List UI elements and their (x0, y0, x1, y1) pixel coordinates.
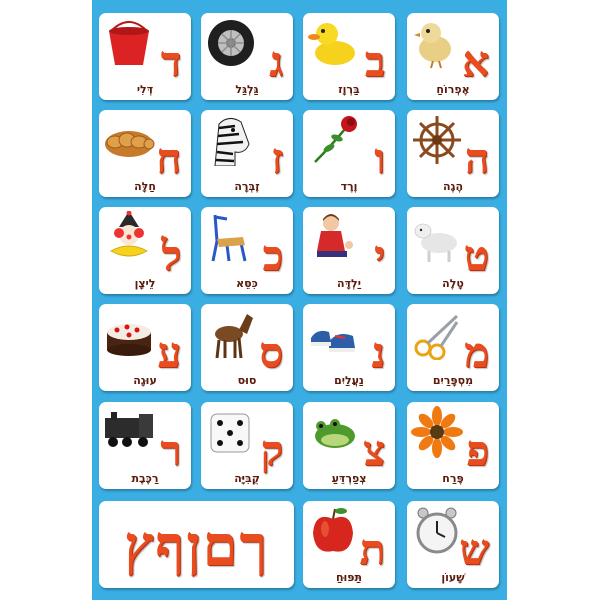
word-label: רַכֶּבֶת (131, 472, 159, 485)
zebra-icon (205, 114, 257, 166)
letter: ס (259, 328, 283, 377)
word-label: סוּס (237, 374, 257, 387)
card-gimel (201, 13, 293, 100)
word-label: וֶרֶד (340, 180, 358, 193)
word-label: לֵיצָן (134, 277, 156, 290)
card-lamed (99, 207, 191, 294)
card-dalet (99, 13, 191, 100)
card-bet (303, 13, 395, 100)
letter: ח (156, 134, 181, 183)
card-nun (303, 304, 395, 391)
letter: מ (464, 328, 489, 377)
horse-icon (205, 308, 257, 360)
letter: כ (262, 231, 283, 280)
challah-icon (103, 114, 155, 166)
letter: ש (459, 525, 489, 574)
dice-icon (205, 406, 257, 458)
letter: י (373, 231, 385, 280)
duck-icon (307, 17, 359, 69)
final-letters-card (99, 501, 294, 588)
card-he (407, 110, 499, 197)
lamb-icon (411, 211, 463, 263)
word-label: מִסְפָּרַיִם (432, 374, 474, 387)
letter: א (462, 37, 489, 86)
word-label: יַלְדָּה (337, 277, 361, 290)
card-vav (303, 110, 395, 197)
letter: ז (271, 134, 283, 183)
letter: ג (269, 37, 283, 86)
alarm-clock-icon (411, 505, 463, 557)
letter: ע (157, 328, 181, 377)
frog-icon (307, 406, 359, 458)
card-het (99, 110, 191, 197)
card-kaf (201, 207, 293, 294)
word-label: טָלֶה (442, 277, 464, 290)
letter: ב (364, 37, 385, 86)
wheel-icon (205, 17, 257, 69)
ship-wheel-icon (411, 114, 463, 166)
card-mem (407, 304, 499, 391)
word-label: צְפַרְדֵּעַ (331, 472, 367, 485)
bucket-icon (103, 17, 155, 69)
card-resh (99, 402, 191, 489)
card-pe (407, 402, 499, 489)
letter: ט (463, 231, 489, 280)
shoes-icon (307, 308, 359, 360)
word-label: נַעֲלַיִם (334, 374, 364, 387)
letter: ד (160, 37, 181, 86)
card-ayin (99, 304, 191, 391)
word-label: עוּגָה (133, 374, 157, 387)
rose-icon (307, 114, 359, 166)
cake-icon (103, 308, 155, 360)
flower-icon (411, 406, 463, 458)
word-label: שָׁעוֹן (441, 571, 465, 584)
final-letters: ךםןףץ (124, 513, 269, 579)
train-icon (103, 406, 155, 458)
chick-icon (411, 17, 463, 69)
chair-icon (205, 211, 257, 263)
letter: ו (374, 134, 385, 183)
card-samekh (201, 304, 293, 391)
word-label: תַּפּוּחַ (335, 571, 363, 584)
card-alef (407, 13, 499, 100)
word-label: דְּלִי (136, 83, 154, 96)
word-label: הֶגֶה (442, 180, 464, 193)
clown-icon (103, 211, 155, 263)
word-label: פֶּרַח (442, 472, 464, 485)
word-label: בַּרְוָז (338, 83, 360, 96)
apple-icon (307, 505, 359, 557)
card-qof (201, 402, 293, 489)
card-yod (303, 207, 395, 294)
letter: ל (161, 231, 181, 280)
letter: ר (160, 426, 181, 475)
letter: צ (362, 426, 385, 475)
word-label: קֻבִּיָּה (234, 472, 260, 485)
card-tsadi (303, 402, 395, 489)
letter: ת (359, 525, 385, 574)
scissors-icon (411, 308, 463, 360)
word-label: זֶבְּרָה (234, 180, 260, 193)
word-label: גַּלְגַּל (235, 83, 259, 96)
card-tet (407, 207, 499, 294)
word-label: כִּסֵּא (236, 277, 258, 290)
card-tav (303, 501, 395, 588)
word-label: אֶפְרוֹחַ (436, 83, 470, 96)
card-shin (407, 501, 499, 588)
letter: ה (464, 134, 489, 183)
letter: נ (371, 328, 385, 377)
letter: ק (260, 426, 283, 475)
word-label: חַלָּה (134, 180, 156, 193)
letter: פ (466, 426, 489, 475)
card-zayin (201, 110, 293, 197)
girl-icon (307, 211, 359, 263)
